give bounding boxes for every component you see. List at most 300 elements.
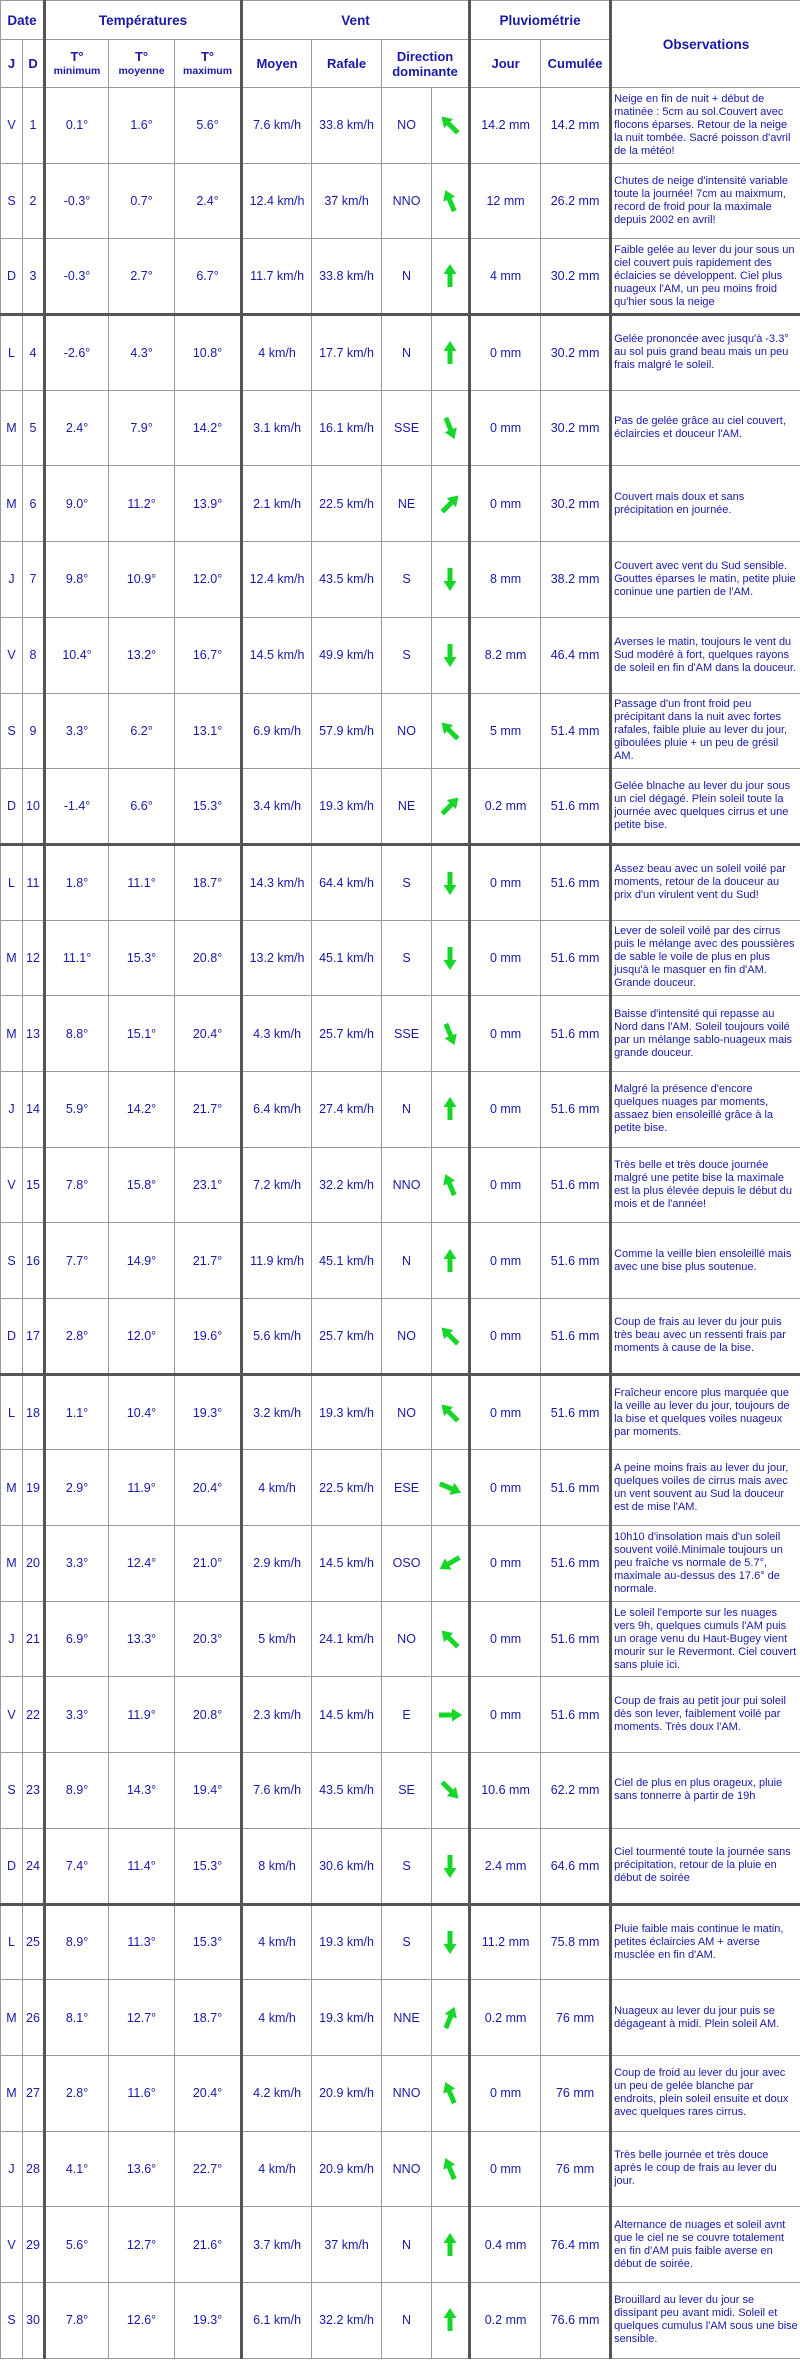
temp-min: 2.8° [45,2055,109,2131]
temp-min: -0.3° [45,239,109,315]
wind-arrow-cell [432,1677,470,1753]
rain-day: 0 mm [470,1450,541,1526]
rain-day: 8.2 mm [470,617,541,693]
wind-arrow-icon [435,943,465,973]
rain-day: 0 mm [470,1374,541,1450]
header-temperatures: Températures [45,1,242,40]
table-row [1,844,800,920]
temp-max: 19.6° [175,1299,242,1375]
day-number: 30 [23,2282,45,2358]
rain-day: 0 mm [470,920,541,996]
wind-mean: 2.1 km/h [242,466,312,542]
temp-mean: 13.2° [109,617,175,693]
temp-min: 8.9° [45,1904,109,1980]
day-letter: D [1,239,23,315]
wind-gust: 19.3 km/h [312,1980,382,2056]
wind-mean: 4 km/h [242,2131,312,2207]
day-letter: V [1,1677,23,1753]
wind-gust: 20.9 km/h [312,2055,382,2131]
day-number: 21 [23,1601,45,1677]
wind-arrow-cell [432,1828,470,1904]
rain-cumul: 51.6 mm [541,1450,611,1526]
wind-arrow-icon [435,1624,465,1654]
wind-mean: 8 km/h [242,1828,312,1904]
temp-min: 10.4° [45,617,109,693]
wind-mean: 11.7 km/h [242,239,312,315]
temp-max: 20.8° [175,920,242,996]
rain-cumul: 76 mm [541,1980,611,2056]
wind-direction: ESE [382,1450,432,1526]
wind-gust: 43.5 km/h [312,542,382,618]
wind-arrow-cell [432,466,470,542]
wind-arrow-cell [432,617,470,693]
wind-arrow-cell [432,1980,470,2056]
wind-arrow-cell [432,1450,470,1526]
wind-gust: 14.5 km/h [312,1526,382,1602]
wind-arrow-icon [435,489,465,519]
rain-cumul: 30.2 mm [541,466,611,542]
rain-cumul: 51.6 mm [541,844,611,920]
wind-arrow-cell [432,769,470,845]
wind-arrow-icon [435,2003,465,2033]
observation-text: Brouillard au lever du jour se dissipant peu avant midi. Soleil et quelques cumulus l'AM sous une bise sensible. [611,2282,800,2358]
day-letter: M [1,1526,23,1602]
wind-mean: 14.5 km/h [242,617,312,693]
temp-min: 3.3° [45,693,109,769]
wind-mean: 12.4 km/h [242,542,312,618]
observation-text: Ciel de plus en plus orageux, pluie sans tonnerre à partir de 19h [611,1753,800,1829]
header-wind-mean: Moyen [242,40,312,88]
day-number: 20 [23,1526,45,1602]
wind-direction: NNO [382,163,432,239]
rain-day: 0 mm [470,2055,541,2131]
table-row [1,1677,800,1753]
temp-mean: 1.6° [109,88,175,164]
temp-mean: 4.3° [109,315,175,391]
header-rain-cumul: Cumulée [541,40,611,88]
observation-text: Coup de frais au petit jour pui soleil dès son lever, faiblement voilé par moments. Très doux l'AM. [611,1677,800,1753]
day-number: 2 [23,163,45,239]
rain-day: 0 mm [470,1223,541,1299]
table-row [1,1526,800,1602]
wind-arrow-icon [435,110,465,140]
wind-gust: 32.2 km/h [312,1147,382,1223]
temp-mean: 12.7° [109,2207,175,2283]
rain-cumul: 75.8 mm [541,1904,611,1980]
rain-day: 5 mm [470,693,541,769]
wind-gust: 20.9 km/h [312,2131,382,2207]
header-observations: Observations [611,1,800,88]
wind-mean: 7.2 km/h [242,1147,312,1223]
wind-gust: 16.1 km/h [312,390,382,466]
rain-day: 0 mm [470,1071,541,1147]
temp-max: 5.6° [175,88,242,164]
day-number: 25 [23,1904,45,1980]
day-letter: M [1,466,23,542]
day-number: 26 [23,1980,45,2056]
wind-arrow-cell [432,1071,470,1147]
day-letter: M [1,2055,23,2131]
temp-min: -1.4° [45,769,109,845]
day-number: 15 [23,1147,45,1223]
wind-mean: 4 km/h [242,1904,312,1980]
wind-mean: 5.6 km/h [242,1299,312,1375]
day-number: 10 [23,769,45,845]
temp-max: 19.3° [175,1374,242,1450]
day-letter: S [1,1223,23,1299]
temp-min: 11.1° [45,920,109,996]
day-number: 11 [23,844,45,920]
rain-day: 0 mm [470,844,541,920]
temp-max: 19.3° [175,2282,242,2358]
wind-arrow-icon [435,1170,465,1200]
wind-gust: 25.7 km/h [312,1299,382,1375]
day-number: 13 [23,996,45,1072]
wind-arrow-icon [435,1851,465,1881]
wind-arrow-cell [432,1526,470,1602]
day-letter: J [1,2131,23,2207]
wind-arrow-icon [435,1321,465,1351]
wind-gust: 43.5 km/h [312,1753,382,1829]
temp-min: 4.1° [45,2131,109,2207]
temp-max: 2.4° [175,163,242,239]
day-number: 5 [23,390,45,466]
observation-text: Gelée blnache au lever du jour sous un ciel dégagé. Plein soleil toute la journée avec quelques cirrus et une petite bise. [611,769,800,845]
rain-day: 2.4 mm [470,1828,541,1904]
wind-arrow-cell [432,996,470,1072]
temp-min: 5.6° [45,2207,109,2283]
rain-cumul: 51.6 mm [541,1299,611,1375]
observation-text: Faible gelée au lever du jour sous un ciel couvert puis rapidement des éclaicies se développent. Ciel plus nuageux l'AM, un peu moins froid qu'hier sous la neige [611,239,800,315]
rain-cumul: 51.6 mm [541,1223,611,1299]
wind-arrow-icon [435,1094,465,1124]
wind-direction: N [382,315,432,391]
wind-direction: E [382,1677,432,1753]
wind-arrow-cell [432,2207,470,2283]
wind-arrow-icon [435,2154,465,2184]
observation-text: Coup de frais au lever du jour puis très beau avec un ressenti frais par moments à cause de la bise. [611,1299,800,1375]
rain-day: 4 mm [470,239,541,315]
temp-mean: 6.6° [109,769,175,845]
wind-direction: N [382,1071,432,1147]
day-letter: D [1,769,23,845]
wind-direction: NE [382,769,432,845]
header-date: Date [1,1,45,40]
day-letter: V [1,2207,23,2283]
temp-mean: 15.1° [109,996,175,1072]
day-letter: D [1,1828,23,1904]
wind-arrow-icon [435,1927,465,1957]
wind-mean: 5 km/h [242,1601,312,1677]
rain-day: 0 mm [470,2131,541,2207]
header-tmin: T° minimum [45,40,109,88]
rain-cumul: 51.6 mm [541,996,611,1072]
wind-gust: 37 km/h [312,2207,382,2283]
table-row [1,1828,800,1904]
wind-arrow-cell [432,88,470,164]
temp-min: 7.8° [45,2282,109,2358]
header-tmoy: T° moyenne [109,40,175,88]
temp-min: 2.4° [45,390,109,466]
wind-direction: N [382,1223,432,1299]
wind-arrow-icon [435,640,465,670]
temp-mean: 11.9° [109,1450,175,1526]
temp-mean: 14.3° [109,1753,175,1829]
wind-direction: NO [382,1601,432,1677]
rain-cumul: 30.2 mm [541,390,611,466]
rain-day: 0.2 mm [470,769,541,845]
wind-gust: 25.7 km/h [312,996,382,1072]
wind-arrow-cell [432,2055,470,2131]
temp-max: 20.4° [175,1450,242,1526]
table-row [1,163,800,239]
temp-mean: 11.6° [109,2055,175,2131]
wind-direction: SE [382,1753,432,1829]
wind-arrow-icon [435,2305,465,2335]
header-day-number: D [23,40,45,88]
temp-max: 23.1° [175,1147,242,1223]
observation-text: Malgré la présence d'encore quelques nuages par moments, assaez bien ensoleillé grâce à la petite bise. [611,1071,800,1147]
wind-gust: 37 km/h [312,163,382,239]
temp-min: 3.3° [45,1677,109,1753]
rain-cumul: 51.6 mm [541,1526,611,1602]
temp-min: 7.4° [45,1828,109,1904]
rain-cumul: 30.2 mm [541,239,611,315]
day-letter: L [1,315,23,391]
wind-arrow-cell [432,390,470,466]
temp-max: 21.7° [175,1223,242,1299]
wind-arrow-icon [435,1548,465,1578]
temp-max: 13.9° [175,466,242,542]
temp-min: 0.1° [45,88,109,164]
temp-min: 8.8° [45,996,109,1072]
temp-max: 12.0° [175,542,242,618]
temp-max: 14.2° [175,390,242,466]
day-letter: D [1,1299,23,1375]
wind-gust: 49.9 km/h [312,617,382,693]
temp-max: 15.3° [175,1828,242,1904]
day-letter: L [1,844,23,920]
wind-direction: S [382,617,432,693]
observation-text: 10h10 d'insolation mais d'un soleil souvent voilé.Minimale toujours un peu fraîche vs normale de 5.7°, maximale au-dessus des 17.6° de normale. [611,1526,800,1602]
temp-min: 9.0° [45,466,109,542]
day-letter: V [1,1147,23,1223]
header-wind-gust: Rafale [312,40,382,88]
temp-min: 7.7° [45,1223,109,1299]
observation-text: Averses le matin, toujours le vent du Sud modéré à fort, quelques rayons de soleil en fin d'AM dans la douceur. [611,617,800,693]
observation-text: Couvert mais doux et sans précipitation en journée. [611,466,800,542]
wind-direction: N [382,239,432,315]
day-letter: J [1,1071,23,1147]
temp-max: 15.3° [175,1904,242,1980]
temp-max: 13.1° [175,693,242,769]
wind-arrow-icon [435,1398,465,1428]
wind-arrow-icon [435,338,465,368]
wind-mean: 11.9 km/h [242,1223,312,1299]
wind-arrow-cell [432,542,470,618]
temp-max: 16.7° [175,617,242,693]
table-body [1,88,800,2359]
day-number: 7 [23,542,45,618]
wind-arrow-cell [432,1223,470,1299]
observation-text: Très belle et très douce journée malgré une petite bise la maximale est la plus élevée depuis le début du mois et de l'année! [611,1147,800,1223]
wind-direction: NNE [382,1980,432,2056]
wind-arrow-icon [435,1775,465,1805]
wind-mean: 4.2 km/h [242,2055,312,2131]
observation-text: Passage d'un front froid peu précipitant dans la nuit avec fortes rafales, faible pluie au lever du jour, giboulées pluie + un peu de grésil AM. [611,693,800,769]
wind-arrow-icon [435,186,465,216]
temp-max: 20.3° [175,1601,242,1677]
wind-arrow-icon [435,791,465,821]
wind-gust: 24.1 km/h [312,1601,382,1677]
wind-direction: S [382,920,432,996]
temp-min: 2.8° [45,1299,109,1375]
day-letter: M [1,1450,23,1526]
rain-day: 0 mm [470,996,541,1072]
table-row [1,1374,800,1450]
wind-arrow-cell [432,1753,470,1829]
rain-cumul: 76.4 mm [541,2207,611,2283]
table-row [1,1147,800,1223]
temp-mean: 7.9° [109,390,175,466]
wind-arrow-icon [435,1019,465,1049]
temp-mean: 12.0° [109,1299,175,1375]
day-number: 29 [23,2207,45,2283]
temp-mean: 6.2° [109,693,175,769]
day-letter: J [1,1601,23,1677]
day-number: 9 [23,693,45,769]
wind-gust: 33.8 km/h [312,88,382,164]
temp-mean: 11.3° [109,1904,175,1980]
day-letter: L [1,1374,23,1450]
table-row [1,390,800,466]
wind-direction: S [382,542,432,618]
rain-cumul: 76.6 mm [541,2282,611,2358]
wind-arrow-icon [435,564,465,594]
temp-max: 21.7° [175,1071,242,1147]
table-row [1,1753,800,1829]
temp-mean: 15.8° [109,1147,175,1223]
temp-min: 5.9° [45,1071,109,1147]
wind-arrow-cell [432,1299,470,1375]
day-number: 17 [23,1299,45,1375]
wind-mean: 4 km/h [242,315,312,391]
rain-cumul: 76 mm [541,2131,611,2207]
wind-gust: 19.3 km/h [312,1904,382,1980]
temp-min: -2.6° [45,315,109,391]
wind-gust: 17.7 km/h [312,315,382,391]
wind-gust: 45.1 km/h [312,1223,382,1299]
wind-gust: 57.9 km/h [312,693,382,769]
observation-text: Baisse d'intensité qui repasse au Nord dans l'AM. Soleil toujours voilé par un mélange sablo-nuageux mais grande douceur. [611,996,800,1072]
wind-direction: N [382,2282,432,2358]
day-number: 4 [23,315,45,391]
temp-min: 3.3° [45,1526,109,1602]
header-wind-direction: Direction dominante [382,40,470,88]
wind-direction: NO [382,1299,432,1375]
temp-max: 20.4° [175,2055,242,2131]
day-letter: V [1,88,23,164]
wind-gust: 22.5 km/h [312,1450,382,1526]
rain-day: 0 mm [470,1601,541,1677]
table-row [1,920,800,996]
table-row [1,1601,800,1677]
observation-text: Nuageux au lever du jour puis se dégageant à midi. Plein soleil AM. [611,1980,800,2056]
temp-min: 6.9° [45,1601,109,1677]
day-number: 1 [23,88,45,164]
temp-max: 20.4° [175,996,242,1072]
day-number: 18 [23,1374,45,1450]
wind-mean: 7.6 km/h [242,88,312,164]
day-number: 12 [23,920,45,996]
wind-direction: SSE [382,996,432,1072]
wind-direction: S [382,844,432,920]
table-row [1,693,800,769]
day-number: 24 [23,1828,45,1904]
rain-cumul: 76 mm [541,2055,611,2131]
observation-text: Couvert avec vent du Sud sensible. Gouttes éparses le matin, petite pluie coninue une partien de l'AM. [611,542,800,618]
rain-cumul: 38.2 mm [541,542,611,618]
table-row [1,1450,800,1526]
observation-text: A peine moins frais au lever du jour, quelques voiles de cirrus mais avec un vent souvent au Sud la douceur est de mise l'AM. [611,1450,800,1526]
day-letter: L [1,1904,23,1980]
temp-min: 1.8° [45,844,109,920]
day-letter: V [1,617,23,693]
wind-mean: 6.9 km/h [242,693,312,769]
wind-arrow-icon [435,1246,465,1276]
rain-day: 0 mm [470,1526,541,1602]
wind-mean: 3.4 km/h [242,769,312,845]
wind-gust: 30.6 km/h [312,1828,382,1904]
rain-day: 8 mm [470,542,541,618]
day-number: 6 [23,466,45,542]
rain-day: 14.2 mm [470,88,541,164]
temp-min: -0.3° [45,163,109,239]
observation-text: Gelée prononcée avec jusqu'à -3.3° au sol puis grand beau mais un peu frais malgré le soleil. [611,315,800,391]
temp-mean: 0.7° [109,163,175,239]
day-letter: M [1,1980,23,2056]
temp-mean: 2.7° [109,239,175,315]
observation-text: Lever de soleil voilé par des cirrus puis le mélange avec des poussières de sable le voile de plus en plus jusqu'à le masquer en fin d'AM. Grande douceur. [611,920,800,996]
wind-mean: 4.3 km/h [242,996,312,1072]
rain-cumul: 51.6 mm [541,769,611,845]
header-rain-day: Jour [470,40,541,88]
wind-mean: 6.1 km/h [242,2282,312,2358]
table-row [1,1904,800,1980]
wind-direction: SSE [382,390,432,466]
day-number: 19 [23,1450,45,1526]
rain-day: 0.2 mm [470,1980,541,2056]
temp-mean: 11.4° [109,1828,175,1904]
table-row [1,1299,800,1375]
wind-direction: S [382,1828,432,1904]
wind-gust: 32.2 km/h [312,2282,382,2358]
table-row [1,1223,800,1299]
observation-text: Alternance de nuages et soleil avnt que le ciel ne se couvre totalement en fin d'AM puis faible averse en début de soirée. [611,2207,800,2283]
day-letter: J [1,542,23,618]
wind-direction: NNO [382,2131,432,2207]
observation-text: Assez beau avec un soleil voilé par moments, retour de la douceur au prix d'un virulent vent du Sud! [611,844,800,920]
day-letter: S [1,1753,23,1829]
table-row [1,2055,800,2131]
rain-day: 0 mm [470,1147,541,1223]
wind-gust: 64.4 km/h [312,844,382,920]
wind-gust: 22.5 km/h [312,466,382,542]
wind-arrow-cell [432,1147,470,1223]
temp-max: 20.8° [175,1677,242,1753]
temp-mean: 11.9° [109,1677,175,1753]
rain-cumul: 26.2 mm [541,163,611,239]
